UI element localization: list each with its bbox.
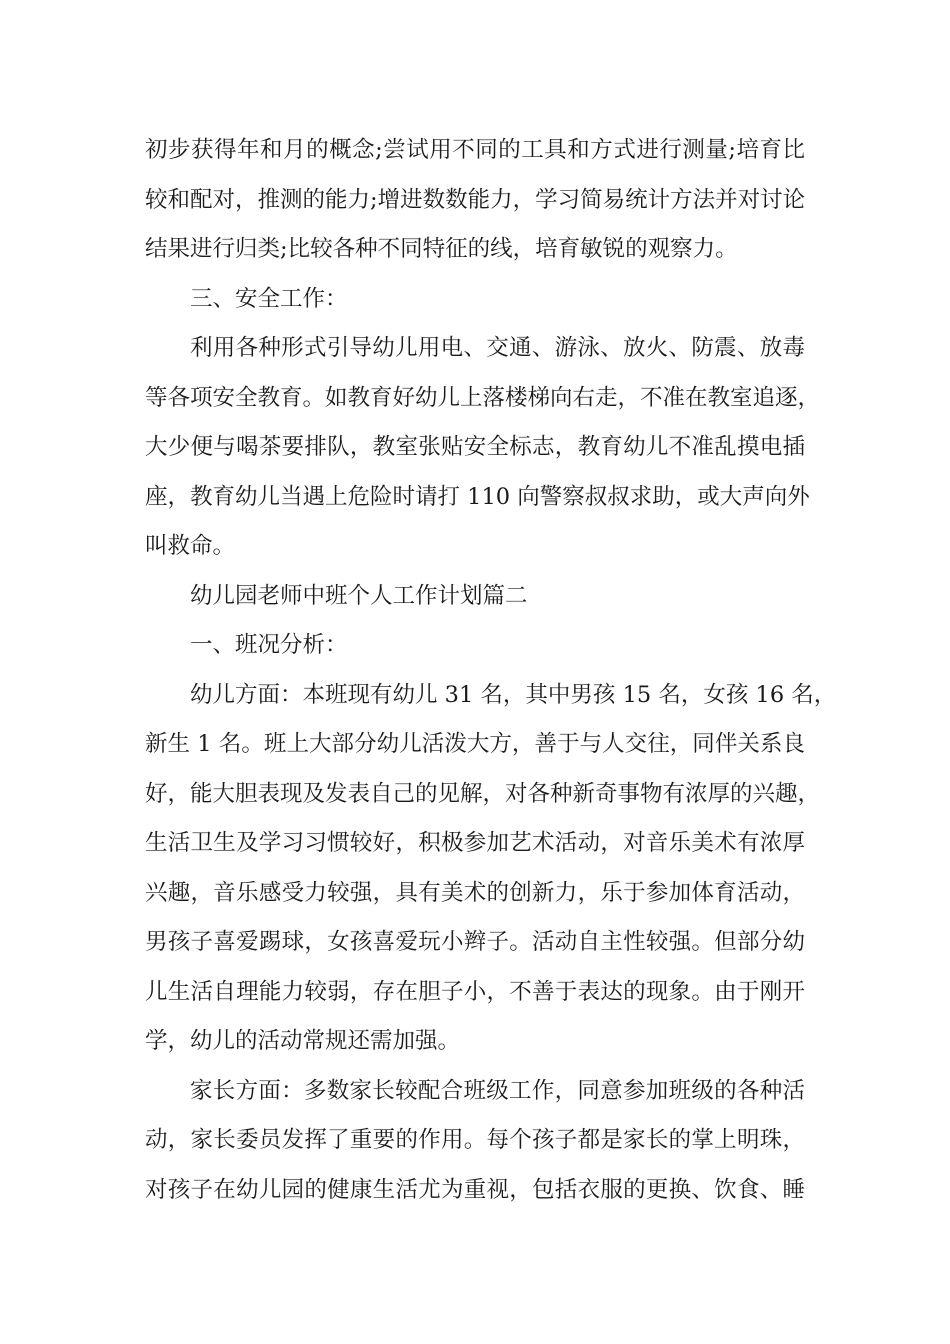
text-line: 家长方面：多数家长较配合班级工作，同意参加班级的各种活 bbox=[190, 1077, 805, 1104]
text-line: 利用各种形式引导幼儿用电、交通、游泳、放火、防震、放毒 bbox=[190, 335, 805, 361]
text-line: 男孩子喜爱踢球，女孩喜爱玩小辫子。活动自主性较强。但部分幼 bbox=[145, 929, 805, 955]
document-subtitle: 幼儿园老师中班个人工作计划篇二 bbox=[190, 582, 528, 609]
section-heading-class-analysis: 一、班况分析： bbox=[190, 632, 348, 658]
text-line: 儿生活自理能力较弱，存在胆子小，不善于表达的现象。由于刚开 bbox=[145, 978, 805, 1005]
text-line: 结果进行归类;比较各种不同特征的线，培育敏锐的观察力。 bbox=[145, 236, 738, 262]
text-line: 好，能大胆表现及发表自己的见解，对各种新奇事物有浓厚的兴趣， bbox=[145, 780, 821, 807]
text-line: 动，家长委员发挥了重要的作用。每个孩子都是家长的掌上明珠， bbox=[145, 1127, 805, 1153]
text-line: 叫救命。 bbox=[145, 533, 236, 559]
text-line: 大少便与喝茶要排队，教室张贴安全标志，教育幼儿不准乱摸电插 bbox=[145, 434, 805, 460]
document-body bbox=[145, 126, 837, 1215]
text-line: 初步获得年和月的概念;尝试用不同的工具和方式进行测量;培育比 bbox=[145, 137, 805, 163]
text-line: 兴趣，音乐感受力较强，具有美术的创新力，乐于参加体育活动， bbox=[145, 879, 805, 906]
text-line: 对孩子在幼儿园的健康生活尤为重视，包括衣服的更换、饮食、睡 bbox=[145, 1176, 805, 1203]
text-line: 生活卫生及学习习惯较好，积极参加艺术活动，对音乐美术有浓厚 bbox=[145, 830, 805, 856]
text-line: 座，教育幼儿当遇上危险时请打 110 向警察叔叔求助，或大声向外 bbox=[145, 483, 810, 510]
text-line: 新生 1 名。班上大部分幼儿活泼大方，善于与人交往，同伴关系良 bbox=[145, 731, 805, 757]
text-line: 较和配对，推测的能力;增进数数能力，学习简易统计方法并对讨论 bbox=[145, 186, 806, 213]
text-line: 学，幼儿的活动常规还需加强。 bbox=[145, 1028, 461, 1054]
section-heading-safety: 三、安全工作： bbox=[190, 285, 348, 312]
text-line: 幼儿方面：本班现有幼儿 31 名，其中男孩 15 名，女孩 16 名， bbox=[190, 681, 837, 708]
text-line: 等各项安全教育。如教育好幼儿上落楼梯向右走，不准在教室追逐， bbox=[145, 384, 821, 411]
